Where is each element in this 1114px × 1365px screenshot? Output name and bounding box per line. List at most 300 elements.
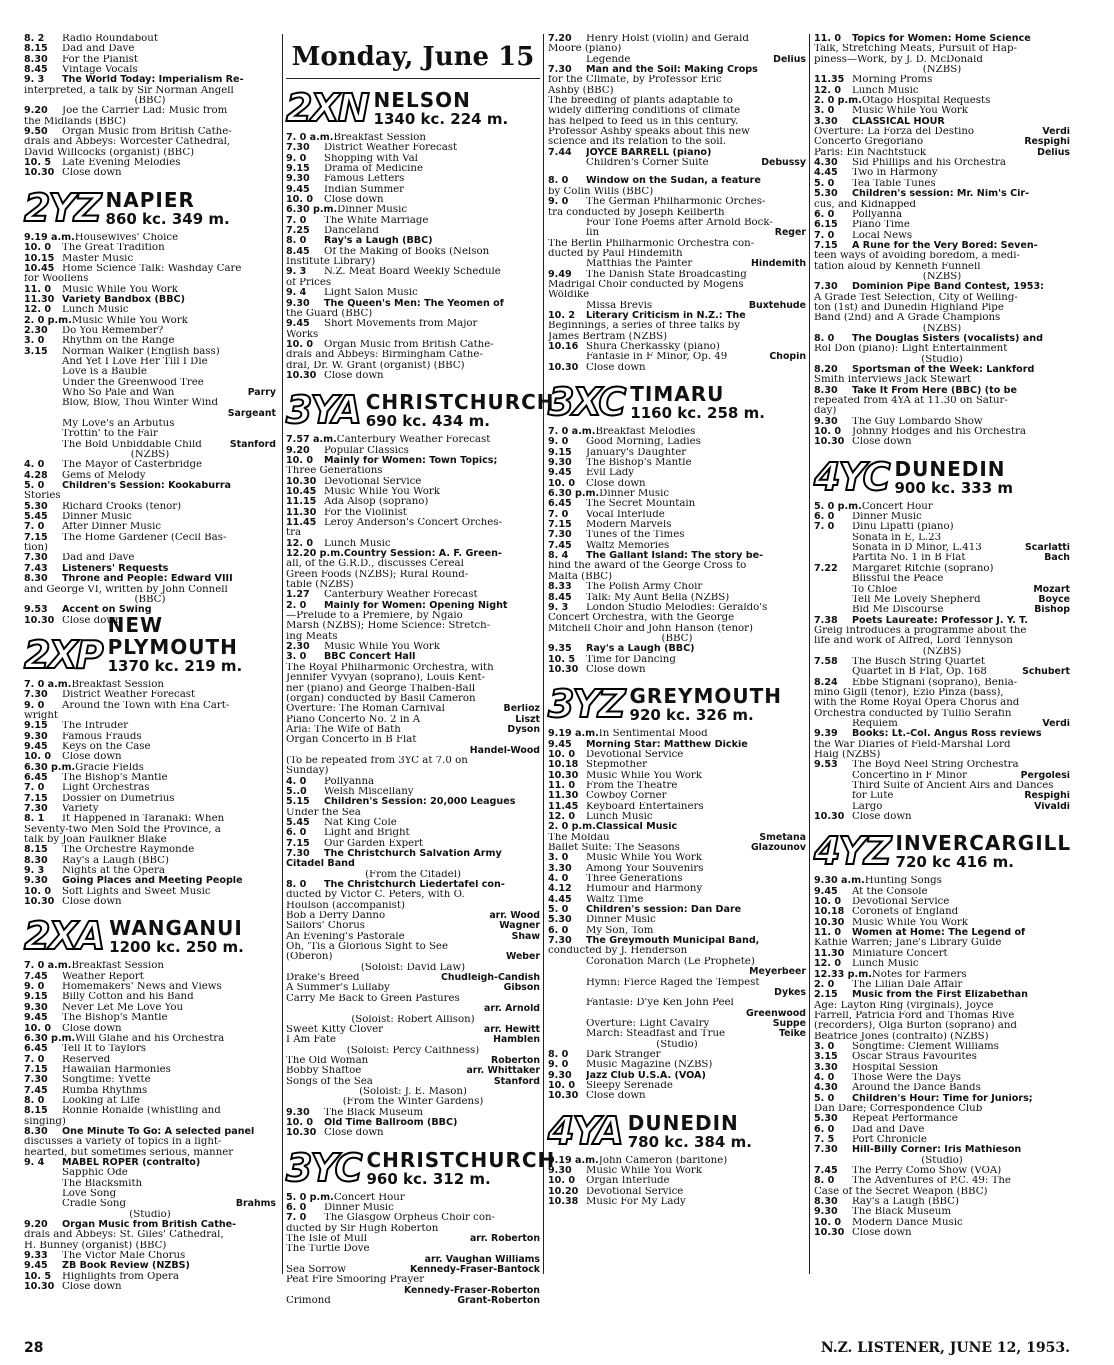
programme-title: Classical Music: [595, 822, 678, 833]
programme-entry: [548, 781, 806, 791]
composer: Stanford: [229, 439, 276, 450]
programme-time: 9.45: [24, 741, 48, 752]
programme-detail: [548, 352, 806, 362]
detail-text: Case of the Secret Weapon (BBC): [814, 1186, 988, 1197]
programme-title: Dinner Music: [62, 512, 132, 523]
programme-title: Topics for Women: Home Science: [852, 34, 1031, 44]
detail-text: talk by Joan Faulkner Blake: [24, 835, 167, 846]
composer: Smetana: [759, 832, 806, 843]
detail-text: discusses a variety of topics in a light-: [24, 1137, 222, 1148]
programme-detail: [286, 983, 540, 993]
programme-time: 2. 0: [814, 979, 835, 990]
station-info: [366, 391, 555, 430]
programme-title: London Studio Melodies: Geraldo's: [586, 602, 768, 613]
programme-entry: [24, 533, 276, 543]
programme-title: Hunting Songs: [864, 876, 942, 887]
programme-entry: [814, 106, 1070, 116]
station-frequency: 1200 kc. 250 m.: [109, 938, 244, 957]
programme-detail: [548, 988, 806, 998]
programme-time: 10.30: [814, 1228, 845, 1239]
programme-time: 7.30: [24, 804, 48, 814]
programme-time: 10.45: [24, 263, 55, 274]
programme-detail: [24, 137, 276, 147]
detail-text: Legende: [586, 54, 631, 65]
station-name: GREYMOUTH: [629, 684, 783, 709]
composer: Shaw: [511, 931, 540, 942]
programme-title: Morning Proms: [852, 75, 933, 86]
programme-entry: [548, 655, 806, 665]
programme-time: 7.57 a.m.: [286, 435, 337, 446]
programme-title: Cowboy Corner: [586, 791, 667, 802]
programme-entry: [24, 574, 276, 584]
programme-title: The Secret Mountain: [586, 499, 696, 510]
programme-time: 8. 2: [24, 34, 45, 44]
programme-title: The Boyd Neel String Orchestra: [852, 760, 1019, 771]
programme-entry: [814, 75, 1070, 85]
programme-detail: [286, 663, 540, 673]
detail-text: (NZBS): [922, 646, 962, 657]
programme-title: Indian Summer: [324, 184, 404, 195]
programme-time: 9. 3: [548, 602, 569, 613]
programme-time: 9.39: [814, 729, 838, 740]
composer: arr. Roberton: [469, 1234, 540, 1244]
programme-title: Ray's a Laugh (BBC): [62, 855, 169, 866]
programme-title: Danceland: [324, 226, 379, 237]
programme-entry: [24, 1272, 276, 1282]
programme-detail: [814, 272, 1070, 282]
programme-entry: [286, 839, 540, 849]
programme-title: Dad and Dave: [852, 1124, 925, 1135]
programme-entry: [814, 210, 1070, 220]
programme-time: 9.20: [24, 1220, 48, 1231]
programme-entry: [548, 489, 806, 499]
programme-time: 10. 0: [548, 1176, 576, 1187]
programme-title: Shopping with Val: [324, 153, 418, 164]
programme-time: 9.30: [24, 1002, 48, 1013]
detail-text: Peat Fire Smooring Prayer: [286, 1275, 425, 1286]
programme-entry: [814, 949, 1070, 959]
detail-text: hearted, but sometimes serious, manner: [24, 1147, 234, 1158]
programme-entry: [548, 884, 806, 894]
programme-title: Take It From Here (BBC) (to be: [852, 385, 1018, 396]
programme-entry: [24, 254, 276, 264]
programme-title: Lunch Music: [62, 305, 129, 316]
programme-detail: [548, 572, 806, 582]
programme-time: 5..0: [286, 786, 307, 797]
programme-title: The World Today: Imperialism Re-: [62, 75, 244, 86]
station-info: [374, 89, 509, 128]
programme-time: 5. 0 p.m.: [286, 1192, 334, 1203]
programme-title: Famous Letters: [324, 174, 405, 185]
programme-title: For the Pianist: [62, 54, 139, 65]
programme-time: 9.15: [24, 992, 48, 1003]
detail-text: (NZBS): [922, 65, 962, 76]
programme-time: 12.33 p.m.: [814, 969, 872, 980]
programme-entry: [24, 34, 276, 44]
programme-entry: [24, 1034, 276, 1044]
programme-time: 3.30: [814, 1062, 838, 1073]
detail-text: Fantasie: D'ye Ken John Peel: [586, 998, 734, 1009]
composer: Kennedy-Fraser-Bantock: [410, 1265, 540, 1276]
detail-text: The Isle of Mull: [286, 1234, 368, 1244]
programme-title: Going Places and Meeting People: [62, 876, 243, 887]
detail-text: Cradle Song: [62, 1199, 126, 1210]
programme-entry: [24, 55, 276, 65]
programme-title: Organ Music from British Cathe-: [62, 127, 232, 138]
programme-detail: [814, 533, 1070, 543]
programme-entry: [814, 1145, 1070, 1155]
programme-detail: [24, 1137, 276, 1147]
detail-text: Overture: La Forza del Destino: [814, 127, 975, 138]
programme-title: Close down: [852, 812, 912, 823]
detail-text: (organ) conducted by Basil Cameron: [286, 693, 476, 704]
programme-entry: [24, 1158, 276, 1168]
programme-time: 7.45: [24, 971, 48, 982]
station-info: [106, 189, 230, 228]
programme-title: Music While You Work: [852, 917, 968, 928]
programme-time: 10.30: [24, 168, 55, 179]
programme-time: 9.45: [24, 1261, 48, 1272]
station-frequency: 860 kc. 349 m.: [105, 209, 230, 228]
station-name: TIMARU: [630, 382, 725, 406]
programme-time: 8. 0: [548, 1049, 569, 1060]
programme-detail: [548, 624, 806, 634]
programme-title: Morning Star: Matthew Dickie: [586, 739, 748, 750]
programme-entry: [548, 1081, 806, 1091]
programme-title: The Orchestre Raymonde: [62, 845, 195, 856]
programme-time: 9.30: [24, 731, 48, 742]
programme-time: 9.53: [814, 760, 838, 771]
programme-entry: [548, 1050, 806, 1060]
programme-detail: [286, 611, 540, 621]
programme-time: 10. 5: [24, 158, 52, 169]
detail-text: (Studio): [656, 1039, 698, 1050]
footer-issue: N.Z. LISTENER, JUNE 12, 1953.: [820, 1340, 1070, 1356]
programme-detail: [814, 719, 1070, 729]
programme-time: 10. 0: [286, 195, 314, 206]
detail-text: Malta (BBC): [548, 571, 613, 582]
programme-time: 9.45: [24, 1013, 48, 1024]
composer: Sargeant: [227, 408, 276, 419]
programme-title: The Lilian Dale Affair: [852, 979, 963, 990]
detail-text: The Berlin Philharmonic Orchestra con-: [548, 238, 755, 249]
detail-text: ing Meats: [286, 631, 338, 642]
programme-detail: [286, 278, 540, 288]
programme-time: 6.45: [548, 499, 572, 510]
programme-title: The Intruder: [62, 721, 129, 732]
programme-entry: [286, 319, 540, 329]
detail-text: the Guard (BBC): [286, 308, 373, 319]
station-header: [814, 455, 1070, 497]
programme-entry: [286, 497, 540, 507]
programme-title: Variety: [62, 804, 99, 814]
programme-time: 10. 0: [24, 886, 52, 897]
programme-detail: [814, 698, 1070, 708]
programme-entry: [548, 593, 806, 603]
programme-title: Three Generations: [586, 874, 683, 885]
detail-text: Quartet in B Flat, Op. 168: [852, 667, 987, 678]
programme-time: 8.15: [24, 44, 48, 55]
detail-text: with the Rome Royal Opera Chorus and: [814, 698, 1020, 709]
programme-detail: [24, 378, 276, 388]
programme-detail: [286, 735, 540, 745]
programme-entry: [24, 680, 276, 690]
programme-time: 9. 3: [286, 267, 307, 278]
detail-text: for Lute: [852, 791, 894, 802]
composer: arr. Whittaker: [466, 1066, 540, 1077]
programme-time: 8.30: [814, 385, 838, 396]
programme-time: 10. 0: [548, 749, 576, 760]
programme-title: Popular Classics: [324, 445, 409, 456]
detail-text: Sunday): [286, 766, 329, 777]
programme-title: Hospital Session: [852, 1062, 939, 1073]
page-number: 28: [24, 1340, 44, 1356]
programme-detail: [286, 704, 540, 714]
programme-title: District Weather Forecast: [324, 143, 458, 154]
programme-title: Dinner Music: [337, 205, 408, 216]
programme-entry: [24, 553, 276, 563]
programme-time: 2.15: [814, 990, 838, 1001]
programme-entry: [286, 477, 540, 487]
programme-detail: [24, 1241, 276, 1251]
programme-detail: [24, 450, 276, 460]
detail-text: Songs of the Sea: [286, 1076, 373, 1087]
composer: Vivaldi: [1034, 801, 1070, 812]
detail-text: (BBC): [661, 633, 693, 644]
programme-title: It Happened in Taranaki: When: [62, 814, 225, 825]
programme-detail: [814, 938, 1070, 948]
programme-time: 8.30: [24, 54, 48, 65]
programme-title: Dinner Music: [852, 512, 922, 523]
programme-time: 8.45: [548, 592, 572, 603]
programme-title: The Douglas Sisters (vocalists) and: [852, 333, 1043, 344]
programme-title: Close down: [62, 752, 122, 763]
programme-entry: [286, 371, 540, 381]
programme-entry: [286, 487, 540, 497]
programme-detail: [814, 65, 1070, 75]
programme-time: 7.30: [548, 936, 572, 947]
detail-text: Farrell, Patricia Ford and Thomas Rive: [814, 1010, 1015, 1021]
programme-title: The Gallant Island: The story be-: [586, 551, 764, 562]
programme-title: Close down: [586, 664, 646, 675]
programme-detail: [814, 1104, 1070, 1114]
programme-entry: [548, 437, 806, 447]
programme-detail: [286, 694, 540, 704]
programme-title: Dinu Lipatti (piano): [852, 522, 954, 533]
programme-time: 7.30: [24, 690, 48, 701]
programme-time: 9.49: [548, 269, 572, 280]
programme-time: 8.30: [24, 1126, 48, 1137]
programme-time: 10.15: [24, 253, 55, 264]
composer: Bishop: [1034, 605, 1070, 616]
programme-entry: [286, 828, 540, 838]
composer: Hindemith: [751, 259, 806, 270]
programme-title: Songtime: Yvette: [62, 1075, 151, 1086]
programme-time: 10.30: [24, 897, 55, 908]
programme-title: Music While You Work: [586, 853, 702, 864]
programme-time: 12. 0: [814, 85, 842, 96]
programme-time: 7. 0 a.m.: [24, 961, 72, 972]
programme-time: 10. 0: [814, 1217, 842, 1228]
programme-time: 5.30: [814, 1114, 838, 1125]
programme-time: 11. 0: [814, 928, 842, 939]
programme-time: 11.45: [286, 518, 317, 528]
programme-time: 10.30: [24, 615, 55, 626]
programme-detail: [814, 137, 1070, 147]
programme-title: The Glasgow Orpheus Choir con-: [324, 1213, 495, 1224]
programme-entry: [548, 644, 806, 654]
detail-text: Institute Library): [286, 257, 376, 268]
programme-time: 9.30: [814, 1207, 838, 1218]
detail-text: Bob a Derry Danno: [286, 911, 386, 922]
programme-title: Stepmother: [586, 760, 647, 771]
programme-time: 8. 0: [24, 1095, 45, 1106]
programme-title: Sportsman of the Week: Lankford: [852, 365, 1035, 375]
detail-text: Works: [286, 329, 319, 340]
programme-title: Man and the Soil: Making Crops: [586, 65, 758, 76]
station-header: [548, 682, 806, 727]
programme-title: Close down: [62, 1023, 122, 1034]
programme-title: Oscar Straus Favourites: [852, 1052, 977, 1063]
detail-text: Age: Layton Ring (virginals), Joyce: [814, 1000, 994, 1011]
programme-detail: [286, 330, 540, 340]
programme-time: 8. 1: [24, 814, 45, 825]
detail-text: Beginnings, a series of three talks by: [548, 321, 740, 332]
programme-entry: [814, 1228, 1070, 1238]
programme-detail: [548, 967, 806, 977]
programme-time: 7.45: [548, 540, 572, 551]
station-header: [24, 186, 276, 228]
programme-detail: [814, 781, 1070, 791]
programme-title: Time for Dancing: [586, 654, 676, 665]
programme-detail: [548, 127, 806, 137]
programme-time: 10.38: [548, 1197, 579, 1207]
programme-title: The Victor Male Chorus: [62, 1251, 186, 1262]
programme-time: 8.33: [548, 582, 572, 593]
station-frequency: 1370 kc. 219 m.: [107, 656, 243, 675]
station-info: [630, 685, 783, 724]
programme-time: 4.12: [548, 884, 572, 895]
programme-entry: [24, 690, 276, 700]
programme-detail: [24, 491, 276, 501]
detail-text: Largo: [852, 801, 883, 812]
station-header: [286, 388, 555, 433]
programme-title: BBC Concert Hall: [324, 652, 416, 663]
detail-text: Hymn: Fierce Raged the Tempest: [586, 977, 760, 988]
programme-entry: [548, 936, 806, 946]
programme-detail: [814, 1021, 1070, 1031]
programme-title: Ada Alsop (soprano): [324, 497, 429, 508]
composer: arr. Arnold: [484, 1004, 540, 1015]
programme-entry: [814, 907, 1070, 917]
programme-entry: [814, 616, 1070, 626]
programme-title: Children's session: Dan Dare: [586, 905, 742, 916]
detail-text: for Woollens: [24, 274, 89, 285]
detail-text: Drake's Breed: [286, 973, 360, 984]
detail-text: Band (2nd) and A Grade Champions: [814, 313, 1001, 324]
detail-text: Mitchell Choir and John Hanson (tenor): [548, 623, 753, 634]
programme-title: Children's Session: 20,000 Leagues: [324, 797, 516, 808]
programme-time: 2. 0 p.m.: [548, 822, 596, 833]
programme-title: After Dinner Music: [62, 522, 162, 533]
programme-time: 6. 0: [814, 209, 835, 220]
programme-entry: [814, 365, 1070, 375]
programme-title: Rhythm on the Range: [62, 336, 175, 347]
programme-time: 10.30: [24, 1282, 55, 1293]
programme-entry: [24, 1044, 276, 1054]
programme-time: 10. 0: [286, 455, 314, 466]
programme-title: Tea Table Tunes: [852, 178, 936, 189]
programme-time: 4. 0: [24, 460, 45, 471]
programme-entry: [548, 1197, 806, 1207]
programme-time: 6. 0: [286, 828, 307, 839]
composer: Delius: [773, 54, 806, 65]
programme-title: Famous Frauds: [62, 731, 142, 742]
programme-entry: [814, 220, 1070, 230]
programme-time: 9.35: [548, 644, 572, 655]
detail-text: Bobby Shaftoe: [286, 1066, 362, 1077]
programme-title: Reserved: [62, 1054, 111, 1065]
column-rule-3: [809, 34, 810, 1274]
composer: Stanford: [493, 1076, 540, 1087]
detail-text: Seventy-two Men Sold the Province, a: [24, 824, 221, 835]
programme-entry: [814, 812, 1070, 822]
programme-title: Variety Bandbox (BBC): [62, 294, 185, 305]
programme-detail: [286, 952, 540, 962]
programme-time: 10.30: [286, 370, 317, 381]
programme-title: Tunes of the Times: [586, 530, 685, 541]
programme-time: 10. 5: [24, 1271, 52, 1282]
composer: Verdi: [1042, 718, 1070, 729]
detail-text: An Evening's Pastorale: [286, 931, 405, 942]
programme-title: Music While You Work: [586, 1165, 702, 1176]
detail-text: (Soloist: J. E. Mason): [359, 1086, 467, 1097]
programme-entry: [548, 874, 806, 884]
composer: Meyerbeer: [749, 967, 806, 978]
programme-title: Close down: [586, 478, 646, 489]
programme-title: Housewives' Choice: [74, 232, 179, 243]
programme-entry: [814, 502, 1070, 512]
programme-title: Devotional Service: [852, 897, 950, 908]
programme-time: 9.33: [24, 1251, 48, 1262]
programme-detail: [286, 528, 540, 538]
programme-time: 7. 0 a.m.: [24, 679, 72, 690]
detail-text: Fantasie in F Minor, Op. 49: [586, 352, 728, 363]
programme-detail: [24, 835, 276, 845]
detail-text: Sapphic Ode: [62, 1168, 128, 1179]
programme-time: 6.30 p.m.: [548, 489, 600, 500]
station-name: DUNEDIN: [894, 456, 1006, 481]
programme-time: 7.44: [548, 147, 572, 158]
detail-text: tra conducted by Joseph Keilberth: [548, 207, 725, 218]
programme-title: Breakfast Session: [71, 679, 164, 690]
programme-time: 10. 0: [286, 339, 314, 350]
composer: Bach: [1044, 553, 1070, 564]
programme-time: 9.45: [286, 184, 310, 195]
programme-detail: [814, 740, 1070, 750]
programme-time: 9.30: [24, 876, 48, 887]
programme-time: 9. 3: [24, 75, 45, 86]
programme-time: 9.30: [548, 1165, 572, 1176]
programme-title: Close down: [62, 168, 122, 179]
programme-detail: [24, 419, 276, 429]
programme-detail: [814, 406, 1070, 416]
detail-text: Kathie Warren; Jane's Library Guide: [814, 938, 1002, 949]
programme-entry: [286, 143, 540, 153]
programme-time: 7.30: [548, 65, 572, 76]
programme-time: 7. 0: [286, 1213, 307, 1224]
detail-text: The Blacksmith: [62, 1178, 143, 1189]
